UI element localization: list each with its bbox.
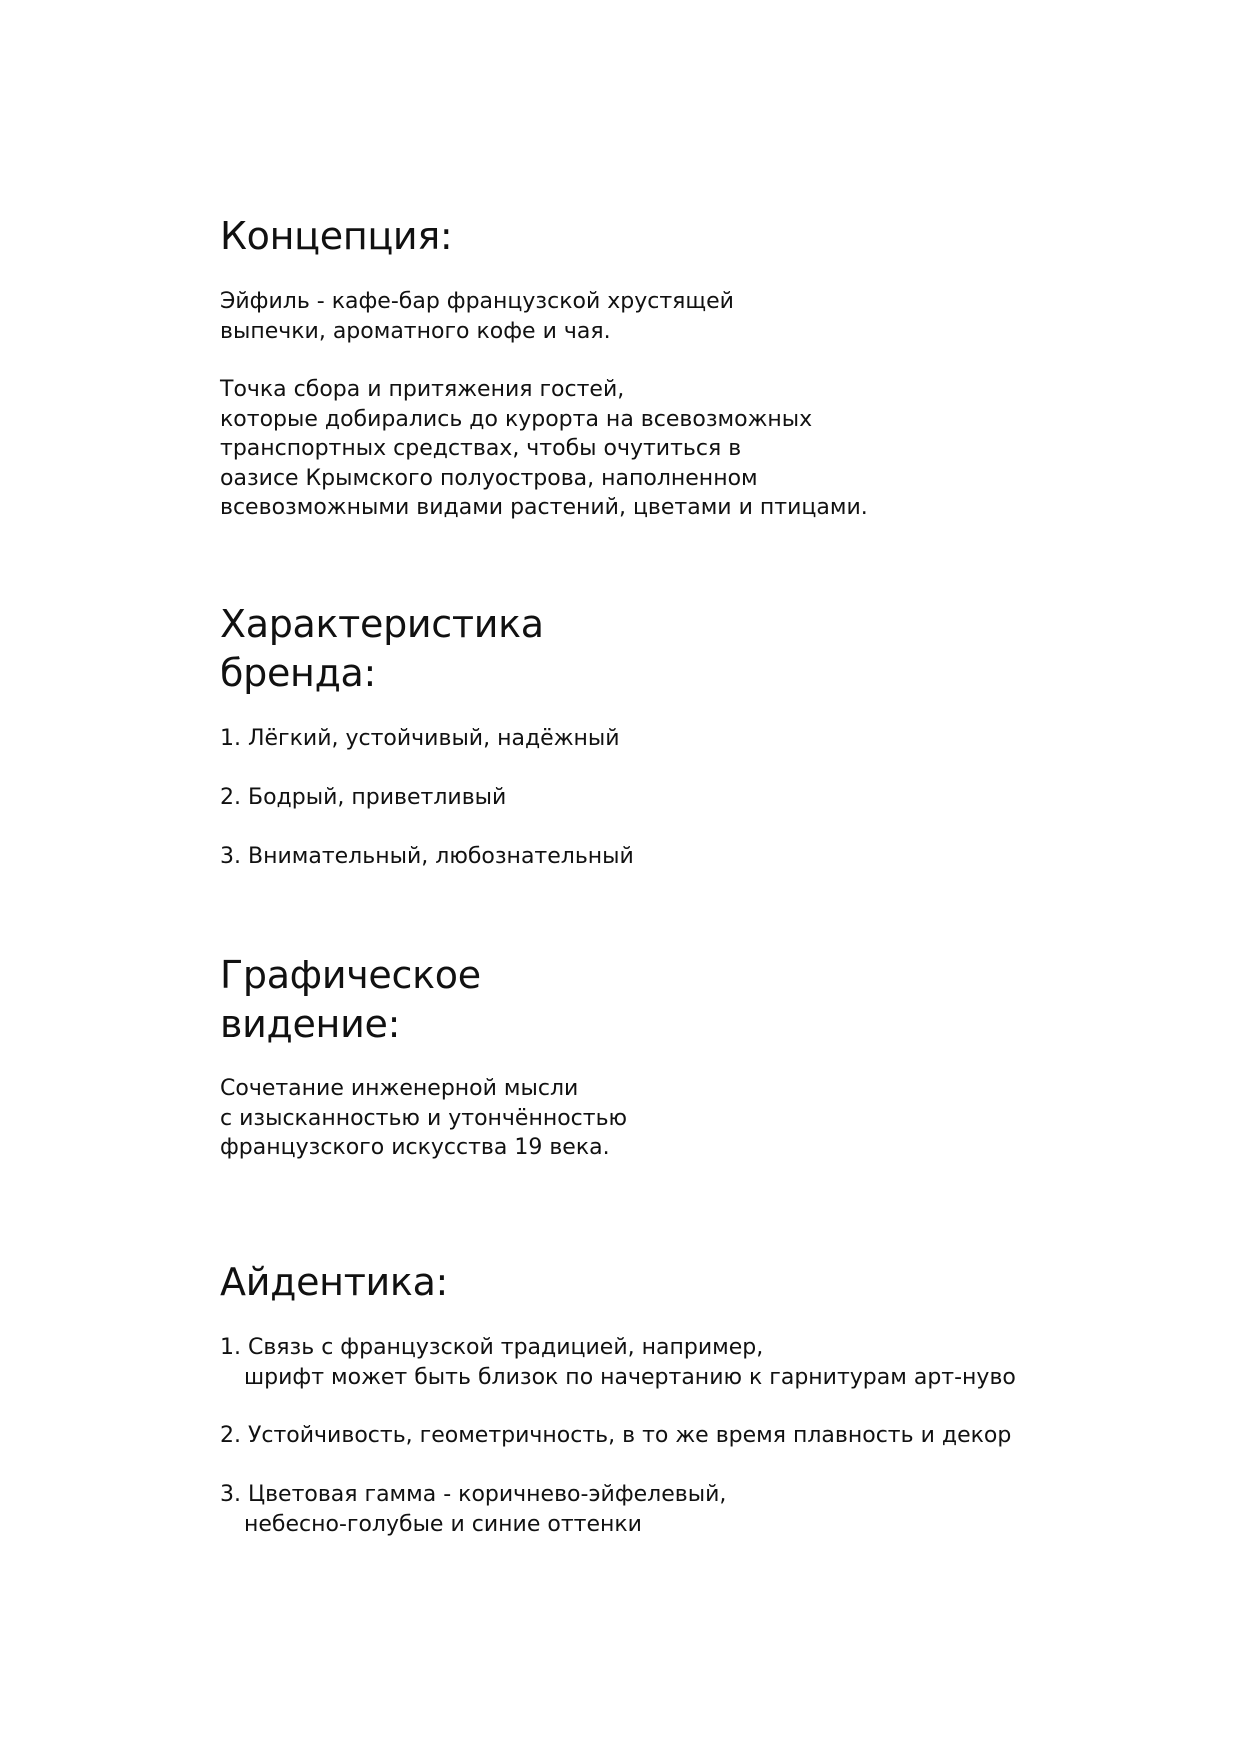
identity-item-line: 2. Устойчивость, геометричность, в то же время плавность и декор [220, 1423, 1012, 1448]
graphic-heading-line: видение: [220, 1002, 401, 1046]
brand-list-item: 1. Лёгкий, устойчивый, надёжный [220, 726, 620, 751]
graphic-paragraph [220, 1074, 1120, 1163]
graphic-heading-line: Графическое [220, 953, 481, 997]
graphic-line: с изысканностью и утончённостью [220, 1105, 628, 1131]
identity-item-line: шрифт может быть близок по начертанию к гарнитурам арт-нуво [244, 1364, 1016, 1390]
identity-heading: Айдентика: [220, 1260, 449, 1304]
concept-p2-line: транспортных средствах, чтобы очутиться в [220, 436, 742, 461]
identity-list-item [220, 1480, 1120, 1539]
brand-list-item: 2. Бодрый, приветливый [220, 785, 507, 810]
identity-item-line: 1. Связь с французской традицией, например, [220, 1335, 764, 1360]
identity-item-line: небесно-голубые и синие оттенки [244, 1511, 642, 1537]
concept-p1-line: Эйфиль - кафе-бар французской хрустящей [220, 289, 734, 314]
brand-section [220, 600, 1120, 698]
identity-item-line: 3. Цветовая гамма - коричнево-эйфелевый, [220, 1482, 727, 1507]
brand-list [220, 724, 1120, 754]
brand-heading-line: бренда: [220, 651, 377, 695]
concept-p1-line: выпечки, ароматного кофе и чая. [220, 318, 611, 344]
graphic-section [220, 951, 1120, 1049]
concept-paragraph-2 [220, 375, 1120, 523]
brand-heading-line: Характеристика [220, 602, 544, 646]
concept-section [220, 212, 1120, 261]
concept-p2-line: оазисе Крымского полуострова, наполненном [220, 465, 758, 491]
identity-section [220, 1258, 1120, 1307]
graphic-line: Сочетание инженерной мысли [220, 1076, 579, 1101]
brand-list [220, 842, 1120, 872]
brand-list-item: 3. Внимательный, любознательный [220, 844, 634, 869]
graphic-line: французского искусства 19 века. [220, 1135, 610, 1160]
concept-p2-line: всевозможными видами растений, цветами и птицами. [220, 495, 868, 520]
identity-list-item [220, 1421, 1120, 1451]
concept-p2-line: которые добирались до курорта на всевозможных [220, 406, 813, 432]
concept-paragraph-1 [220, 287, 1120, 346]
concept-heading: Концепция: [220, 214, 453, 258]
concept-p2-line: Точка сбора и притяжения гостей, [220, 377, 625, 402]
brand-list [220, 783, 1120, 813]
identity-list-item [220, 1333, 1120, 1392]
